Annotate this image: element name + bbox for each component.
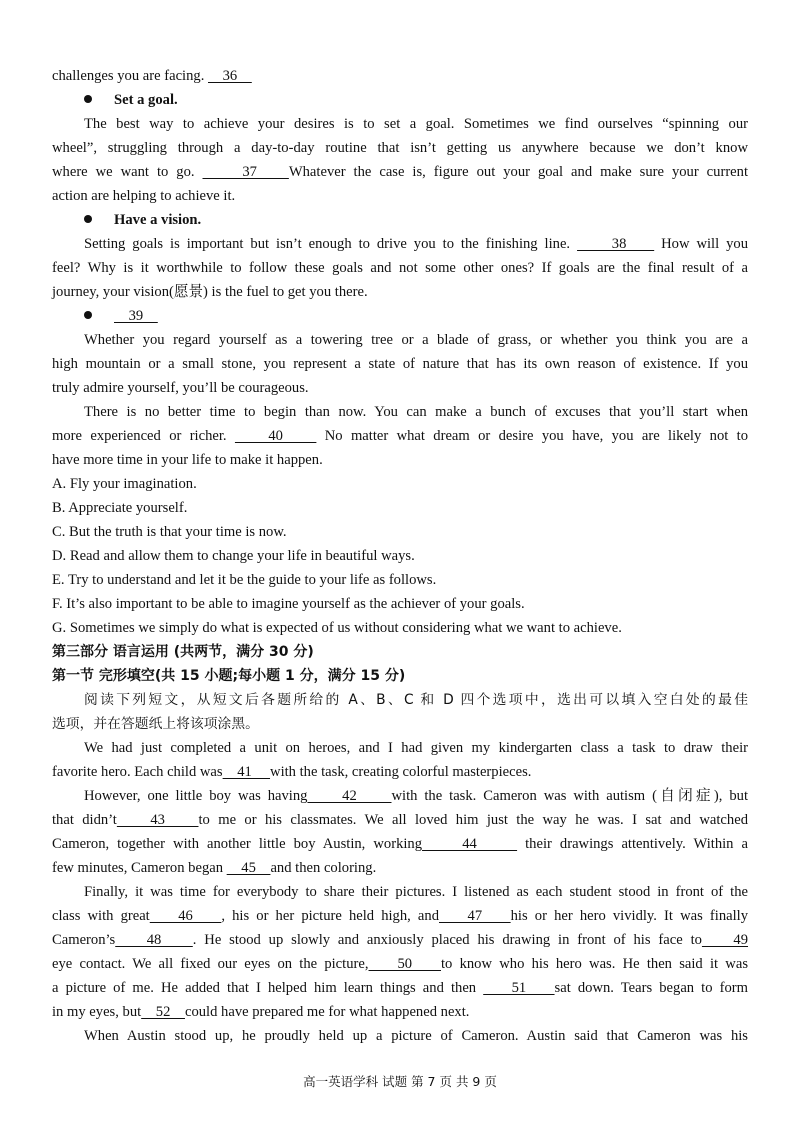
blank-48: 48 <box>115 932 193 948</box>
text-segment: with the task, creating colorful masterpieces. <box>270 764 532 780</box>
text-line: high mountain or a small stone, you represent a state of nature that has its own reason of existence. If you <box>52 356 748 372</box>
text-segment: that didn’t <box>52 812 117 828</box>
text-segment: few minutes, Cameron began <box>52 860 227 876</box>
text-segment: However, one little boy was having <box>84 788 308 804</box>
blank-37: 37 <box>202 164 289 180</box>
option-b: B. Appreciate yourself. <box>52 500 188 516</box>
text-line: There is no better time to begin than now. You can make a bunch of excuses that you’ll start when <box>84 404 748 420</box>
text-line <box>84 232 748 256</box>
text-segment: their drawings attentively. Within a <box>517 836 749 852</box>
text-line <box>52 856 748 880</box>
blank-47: 47 <box>439 908 511 924</box>
blank-50: 50 <box>368 956 441 972</box>
text-segment: Whatever the case is, figure out your goal and make sure your current <box>288 164 749 180</box>
text-segment: challenges you are facing. <box>52 68 208 84</box>
option-c: C. But the truth is that your time is now. <box>52 524 287 540</box>
text-line: truly admire yourself, you’ll be courageous. <box>52 380 309 396</box>
text-segment: . He stood up slowly and anxiously placed his drawing in front of his face to <box>192 932 702 948</box>
text-line <box>52 832 748 856</box>
text-segment: his or her hero vividly. It was finally <box>510 908 749 924</box>
text-segment: sat down. Tears began to form <box>554 980 748 996</box>
text-line <box>52 280 748 304</box>
text-segment: Setting goals is important but isn’t enough to drive you to the finishing line. <box>84 236 578 252</box>
text-line <box>52 952 748 976</box>
blank-38: 38 <box>577 236 655 252</box>
text-line <box>52 1000 748 1024</box>
text-line <box>52 424 748 448</box>
text-segment: more experienced or richer. <box>52 428 235 444</box>
bullet-icon <box>84 311 92 319</box>
text-segment: and then coloring. <box>270 860 377 876</box>
text-line: have more time in your life to make it happen. <box>52 452 323 468</box>
text-segment: eye contact. We all fixed our eyes on the picture, <box>52 956 369 972</box>
text-segment: favorite hero. Each child was <box>52 764 223 780</box>
heading-text: Set a goal. <box>114 92 178 108</box>
text-line: The best way to achieve your desires is to set a goal. Sometimes we find ourselves “spinning our <box>84 116 748 132</box>
text-segment: , his or her picture held high, and <box>221 908 440 924</box>
text-line: We had just completed a unit on heroes, and I had given my kindergarten class a task to draw their <box>84 740 748 756</box>
text-segment: where we want to go. <box>52 164 203 180</box>
text-line: action are helping to achieve it. <box>52 188 236 204</box>
blank-45: 45 <box>226 860 271 876</box>
text-line: When Austin stood up, he proudly held up a picture of Cameron. Austin said that Cameron was his <box>84 1028 748 1044</box>
instruction-line: 选项，并在答题纸上将该项涂黑。 <box>52 716 259 732</box>
blank-39: 39 <box>114 308 158 324</box>
text-segment: class with great <box>52 908 150 924</box>
option-f: F. It’s also important to be able to imagine yourself as the achiever of your goals. <box>52 596 525 612</box>
option-g: G. Sometimes we simply do what is expected of us without considering what we want to achieve. <box>52 620 622 636</box>
text-line <box>52 976 748 1000</box>
blank-40: 40 <box>234 428 317 444</box>
bullet-icon <box>84 215 92 223</box>
text-segment: in my eyes, but <box>52 1004 142 1020</box>
option-a: A. Fly your imagination. <box>52 476 197 492</box>
blank-41: 41 <box>222 764 271 780</box>
heading-text: Have a vision. <box>114 212 202 228</box>
blank-52: 52 <box>141 1004 185 1020</box>
blank-49: 49 <box>701 932 749 948</box>
section-heading-part3: 第三部分 语言运用 (共两节，满分 30 分) <box>52 644 314 660</box>
heading-set-a-goal <box>84 88 780 112</box>
section-heading-cloze: 第一节 完形填空(共 15 小题;每小题 1 分，满分 15 分) <box>52 668 406 684</box>
option-e: E. Try to understand and let it be the guide to your life as follows. <box>52 572 437 588</box>
text-line <box>52 160 748 184</box>
text-segment: How will you <box>654 236 749 252</box>
text-segment: Cameron, together with another little boy Austin, working <box>52 836 423 852</box>
blank-43: 43 <box>116 812 199 828</box>
text-segment: could have prepared me for what happened next. <box>184 1004 470 1020</box>
text-line <box>52 928 748 952</box>
text-line: Whether you regard yourself as a towering tree or a blade of grass, or whether you think you are a <box>84 332 748 348</box>
option-d: D. Read and allow them to change your life in beautiful ways. <box>52 548 415 564</box>
text-line <box>52 760 748 784</box>
page-footer: 高一英语学科 试题 第 7 页 共 9 页 <box>303 1074 497 1089</box>
text-line <box>52 808 748 832</box>
text-segment: No matter what dream or desire you have, you are likely not to <box>316 428 748 444</box>
blank-46: 46 <box>149 908 222 924</box>
blank-36: 36 <box>208 68 252 84</box>
heading-blank-39 <box>84 304 780 328</box>
text-line <box>52 904 748 928</box>
text-line <box>84 784 748 808</box>
blank-42: 42 <box>307 788 392 804</box>
text-segment: to know who his hero was. He then said it was <box>440 956 748 972</box>
text-segment: with the task. Cameron was with autism (自闭症), but <box>391 788 749 804</box>
text-segment: a picture of me. He added that I helped him learn things and then <box>52 980 484 996</box>
blank-51: 51 <box>483 980 555 996</box>
text-line: Finally, it was time for everybody to share their pictures. I listened as each student stood in front of the <box>84 884 748 900</box>
text-line: feel? Why is it worthwhile to follow these goals and not some other ones? If goals are the final result of a <box>52 260 748 276</box>
text-segment: Cameron’s <box>52 932 116 948</box>
blank-44: 44 <box>422 836 518 852</box>
heading-have-a-vision <box>84 208 780 232</box>
text-segment: to me or his classmates. We all loved him just the way he was. I sat and watched <box>198 812 748 828</box>
text-line <box>52 64 748 88</box>
bullet-icon <box>84 95 92 103</box>
instruction-line: 阅读下列短文，从短文后各题所给的 A、B、C 和 D 四个选项中，选出可以填入空白处的最佳 <box>84 692 748 708</box>
text-segment: journey, your vision(愿景) is the fuel to get you there. <box>52 284 368 300</box>
text-line: wheel”, struggling through a day-to-day routine that isn’t getting us anywhere because we don’t know <box>52 140 748 156</box>
